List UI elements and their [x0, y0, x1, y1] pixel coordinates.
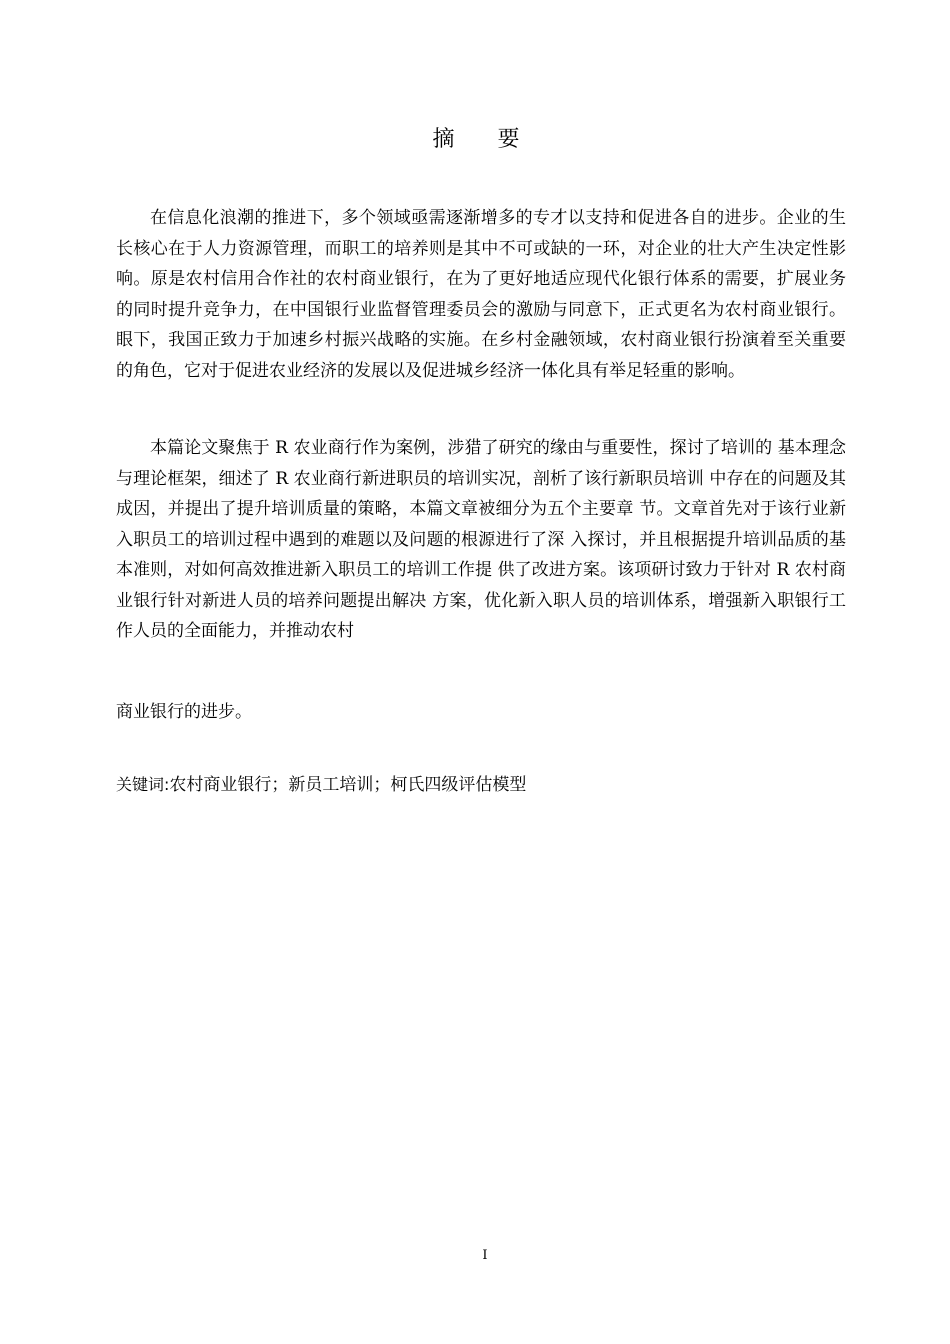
- keywords-label: 关键词:: [116, 775, 170, 794]
- abstract-paragraph-2: 本篇论文聚焦于 R 农业商行作为案例，涉猎了研究的缘由与重要性，探讨了培训的 基本理念与理论框架，细述了 R 农业商行新进职员的培训实况，剖析了该行新职员培训 中存在的问题及其成因，并提出了提升培训质量的策略，本篇文章被细分为五个主要章 节。文章首先对于该行业新入职员工的培训过程中遇到的难题以及问题的根源进行了深 入探讨，并且根据提升培训品质的基本准则，对如何高效推进新入职员工的培训工作提 供了改进方案。该项研讨致力于针对 R 农村商业银行针对新进人员的培养问题提出解决 方案，优化新入职人员的培训体系，增强新入职银行工作人员的全面能力，并推动农村: [116, 438, 846, 641]
- keywords-value: 农村商业银行；新员工培训；柯氏四级评估模型: [169, 775, 527, 795]
- page-title: 摘 要: [432, 127, 538, 152]
- abstract-paragraph-1: 在信息化浪潮的推进下，多个领域亟需逐渐增多的专才以支持和促进各自的进步。企业的生长核心在于人力资源管理，而职工的培养则是其中不可或缺的一环，对企业的壮大产生决定性影响。原是农村信用合作社的农村商业银行，在为了更好地适应现代化银行体系的需要，扩展业务的同时提升竞争力，在中国银行业监督管理委员会的激励与同意下，正式更名为农村商业银行。眼下，我国正致力于加速乡村振兴战略的实施。在乡村金融领域，农村商业银行扮演着至关重要的角色，它对于促进农业经济的发展以及促进城乡经济一体化具有举足轻重的影响。: [116, 208, 846, 381]
- keywords-line: [116, 770, 526, 800]
- abstract-paragraph-2-tail: 商业银行的进步。: [116, 702, 252, 722]
- page-number: I: [482, 1248, 488, 1263]
